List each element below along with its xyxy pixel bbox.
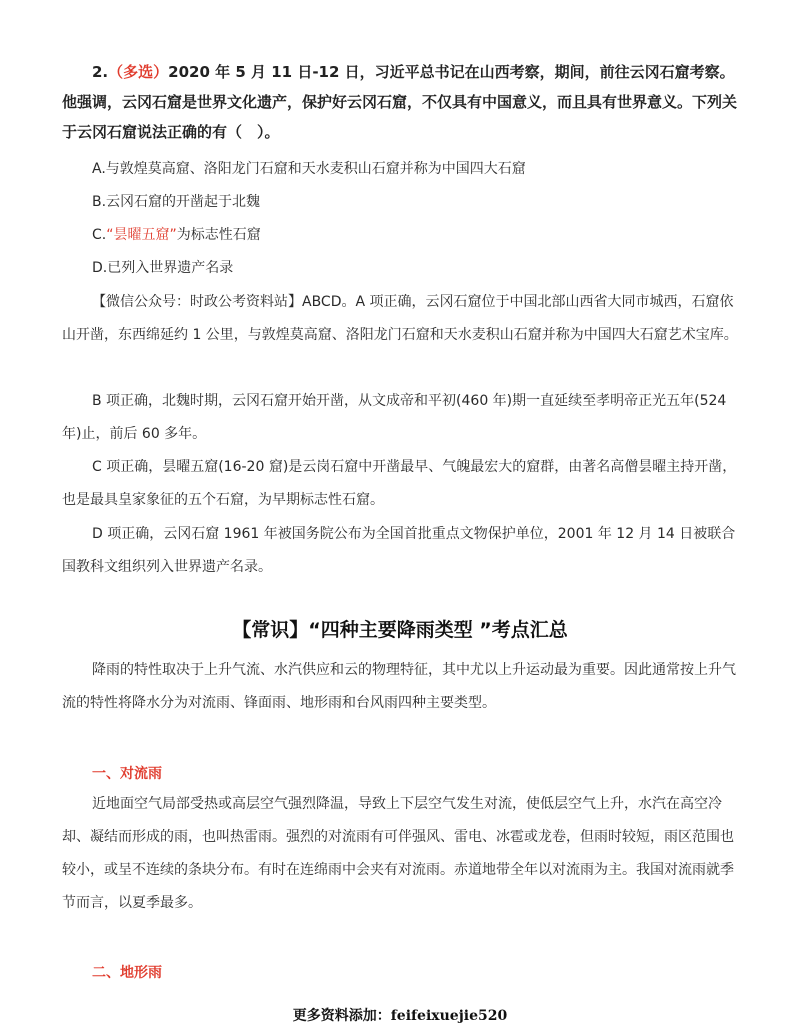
convective-rain-text: 近地面空气局部受热或高层空气强烈降温，导致上下层空气发生对流，使低层空气上升，水汽在高空冷却、凝结而形成的雨，也叫热雷雨。强烈的对流雨有可伴强风、雷电、冰雹或龙卷，但雨时较短，雨区范围也较小，或呈不连续的条块分布。有时在连绵雨中会夹有对流雨。赤道地带全年以对流雨为主。我国对流雨就季节而言，以夏季最多。: [62, 796, 734, 911]
answer-c: C 项正确，昙曜五窟(16-20 窟)是云岗石窟中开凿最早、气魄最宏大的窟群，由著名高僧昙曜主持开凿，也是最具皇家象征的五个石窟，为早期标志性石窟。: [62, 459, 737, 508]
question-number: 2.: [92, 63, 109, 81]
option-a: A.与敦煌莫高窟、洛阳龙门石窟和天水麦积山石窟并称为中国四大石窟: [92, 161, 526, 177]
question-tag-inline: （多选）: [108, 63, 169, 81]
option-c: [92, 219, 772, 251]
section-intro: 降雨的特性取决于上升气流、水汽供应和云的物理特征，其中尤以上升运动最为重要。因此通常按上升气流的特性将降水分为对流雨、锋面雨、地形雨和台风雨四种主要类型。: [62, 662, 736, 711]
option-c-suffix: 为标志性石窟: [176, 227, 261, 243]
option-c-prefix: C.: [92, 227, 107, 243]
question-body: 2020 年 5 月 11 日-12 日，习近平总书记在山西考察，期间，前往云冈石窟考察。他强调，云冈石窟是世界文化遗产，保护好云冈石窟，不仅具有中国意义，而且具有世界意义。下列关于云冈石窟说法正确的有（ ）。: [62, 63, 738, 141]
option-b: B.云冈石窟的开凿起于北魏: [92, 194, 261, 210]
section-title: 【常识】“四种主要降雨类型 ”考点汇总: [232, 619, 568, 641]
answer-d: D 项正确，云冈石窟 1961 年被国务院公布为全国首批重点文物保护单位，2001 年 12 月 14 日被联合国教科文组织列入世界遗产名录。: [62, 526, 736, 575]
option-c-highlight: “昙曜五窟”: [106, 227, 177, 243]
answer-b: B 项正确，北魏时期，云冈石窟开始开凿，从文成帝和平初(460 年)期一直延续至孝明帝正光五年(524 年)止，前后 60 多年。: [62, 393, 727, 442]
footer-note: 更多资料添加：feifeixuejie520: [292, 1008, 508, 1024]
answer-intro: 【微信公众号：时政公考资料站】ABCD。A 项正确，云冈石窟位于中国北部山西省大同市城西，石窟依山开凿，东西绵延约 1 公里，与敦煌莫高窟、洛阳龙门石窟和天水麦积山石窟并称为中国四大石窟艺术宝库。: [62, 294, 738, 343]
question-text: [62, 63, 737, 141]
subheading-orographic-rain: 二、地形雨: [92, 965, 162, 981]
subheading-convective-rain: 一、对流雨: [92, 766, 162, 782]
option-d: D.已列入世界遗产名录: [92, 260, 234, 276]
question-stem: [62, 57, 738, 147]
